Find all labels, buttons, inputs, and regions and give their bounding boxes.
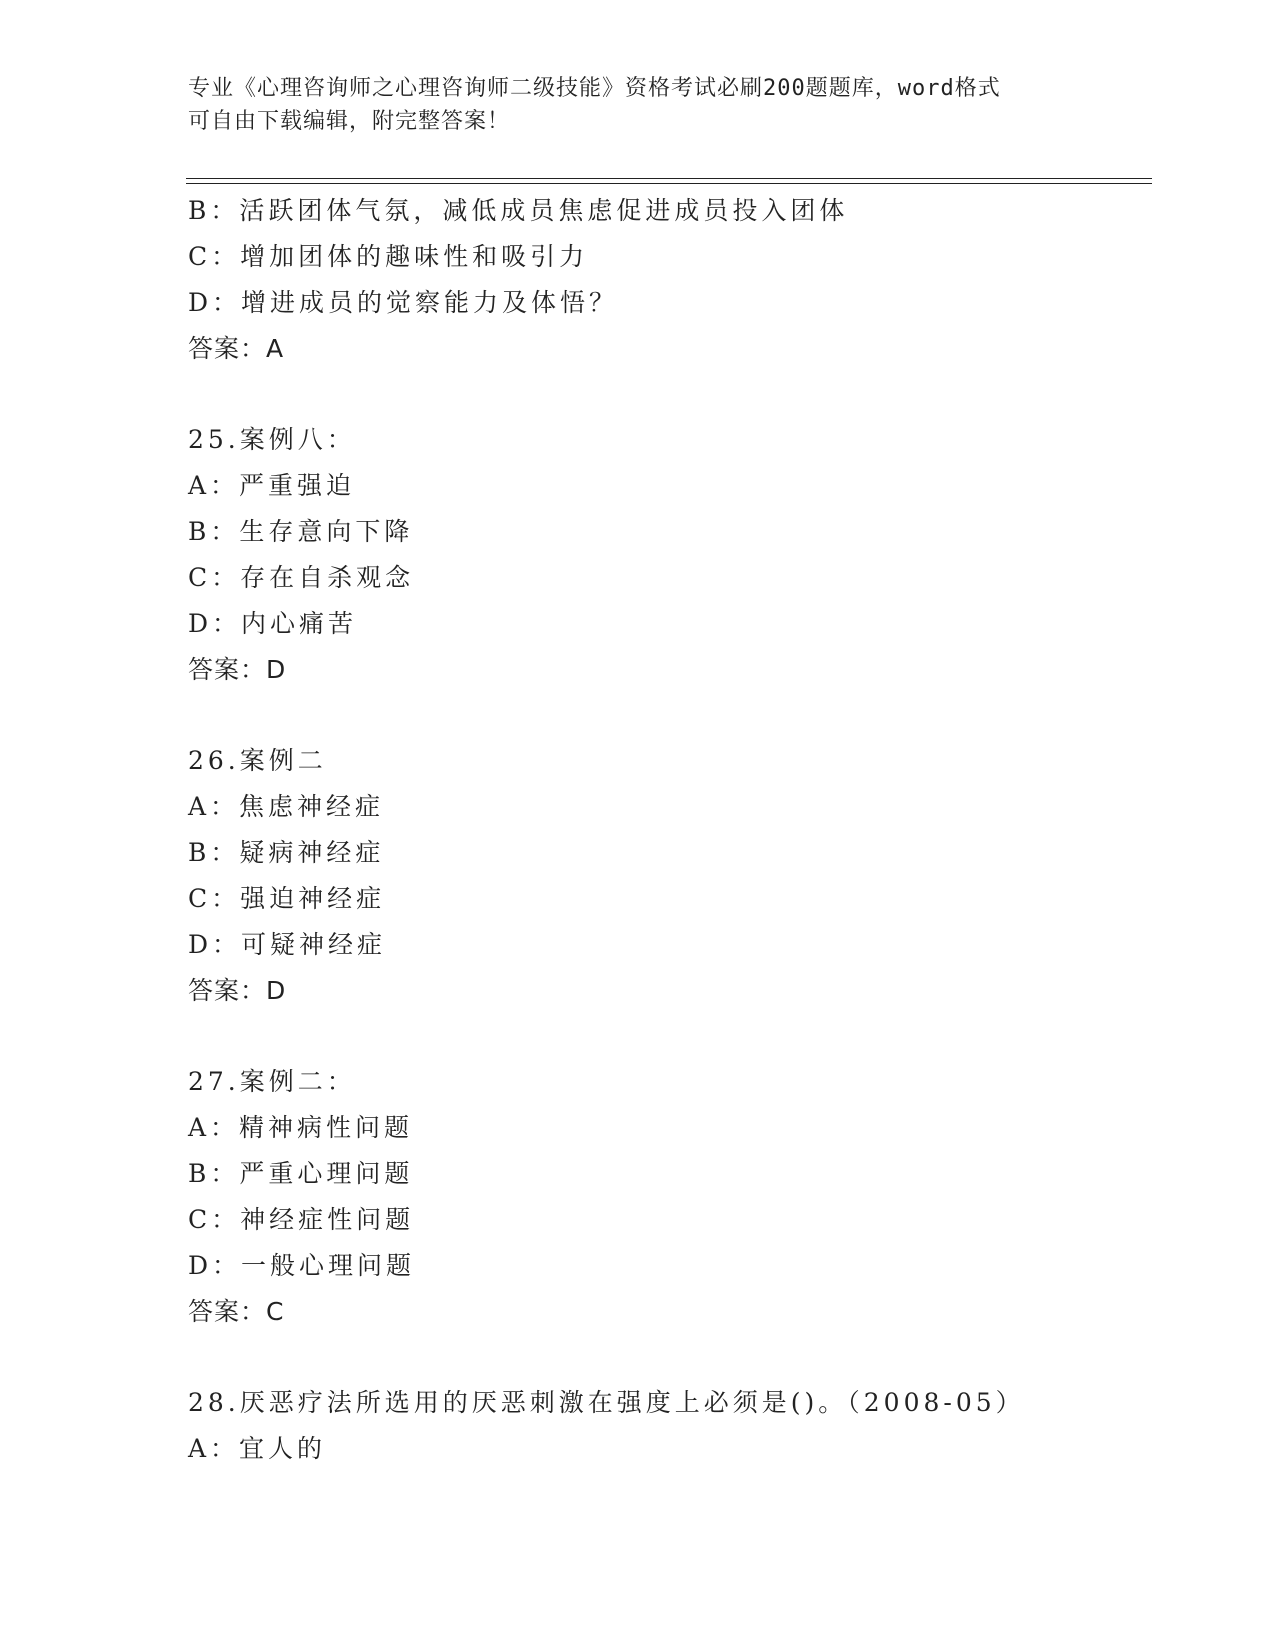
answer-line: 答案：C xyxy=(188,1297,285,1326)
document-header xyxy=(188,72,1088,138)
option-d: D：可疑神经症 xyxy=(188,930,387,959)
option-c: C：存在自杀观念 xyxy=(188,563,415,592)
question-28 xyxy=(188,1380,1148,1472)
header-line-2: 可自由下载编辑，附完整答案！ xyxy=(188,109,511,134)
question-stem: 27.案例二： xyxy=(188,1067,356,1096)
option-b: B：严重心理问题 xyxy=(188,1159,414,1188)
header-divider-bottom xyxy=(186,183,1152,184)
header-line-1: 专业《心理咨询师之心理咨询师二级技能》资格考试必刷200题题库，word格式 xyxy=(188,76,1001,101)
question-27 xyxy=(188,1059,1148,1335)
answer-line: 答案：D xyxy=(188,976,287,1005)
question-stem: 28.厌恶疗法所选用的厌恶刺激在强度上必须是()。（2008-05） xyxy=(188,1388,1025,1417)
option-a: A：严重强迫 xyxy=(188,471,356,500)
option-a: A：焦虑神经症 xyxy=(188,792,385,821)
option-d: D：一般心理问题 xyxy=(188,1251,416,1280)
answer-line: 答案：D xyxy=(188,655,287,684)
header-divider-top xyxy=(186,178,1152,179)
question-stem: 25.案例八： xyxy=(188,425,356,454)
option-b: B：活跃团体气氛，减低成员焦虑促进成员投入团体 xyxy=(188,196,849,225)
option-c: C：强迫神经症 xyxy=(188,884,386,913)
option-d: D：内心痛苦 xyxy=(188,609,358,638)
question-list xyxy=(188,188,1148,1472)
option-a: A：宜人的 xyxy=(188,1434,327,1463)
question-26 xyxy=(188,738,1148,1014)
option-a: A：精神病性问题 xyxy=(188,1113,414,1142)
option-d: D：增进成员的觉察能力及体悟？ xyxy=(188,288,619,317)
option-c: C：神经症性问题 xyxy=(188,1205,415,1234)
option-b: B：疑病神经症 xyxy=(188,838,385,867)
answer-line: 答案：A xyxy=(188,334,285,363)
option-c: C：增加团体的趣味性和吸引力 xyxy=(188,242,589,271)
option-b: B：生存意向下降 xyxy=(188,517,414,546)
question-stem: 26.案例二 xyxy=(188,746,327,775)
question-25 xyxy=(188,417,1148,693)
question-fragment xyxy=(188,188,1148,372)
